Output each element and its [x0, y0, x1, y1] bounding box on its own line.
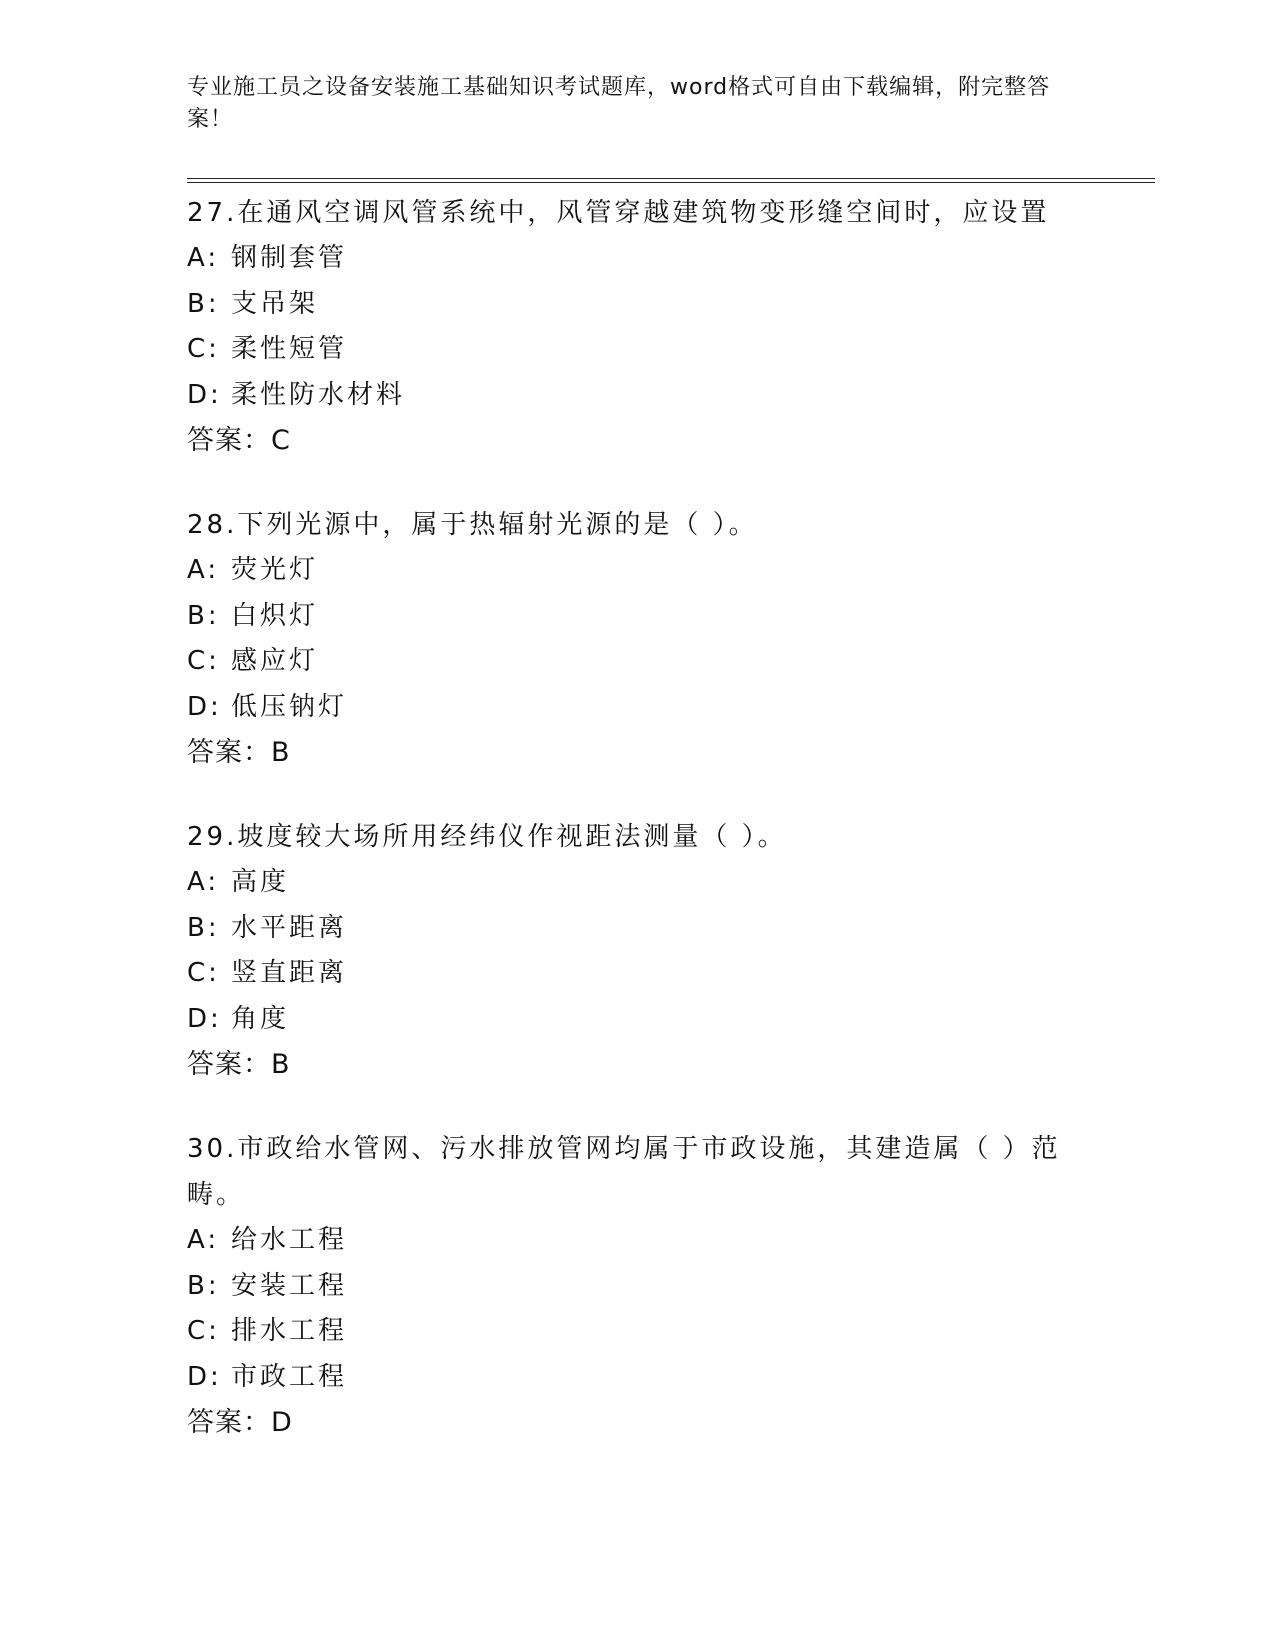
option-text: 钢制套管: [231, 243, 348, 273]
option-letter: A:: [187, 555, 220, 585]
question-29: [187, 814, 1087, 1088]
option-text: 白炽灯: [231, 600, 319, 631]
option-d: [187, 685, 1087, 731]
option-text: 低压钠灯: [231, 691, 348, 722]
option-c: [187, 639, 1087, 685]
answer-line: 答案：B: [187, 737, 291, 768]
option-text: 角度: [231, 1003, 290, 1034]
question-title: 27.在通风空调风管系统中，风管穿越建筑物变形缝空间时，应设置: [187, 198, 1050, 228]
option-a: [187, 236, 1087, 282]
option-letter: B:: [187, 1270, 220, 1301]
question-30: [187, 1126, 1087, 1446]
option-letter: B:: [187, 912, 220, 943]
answer-line: 答案：B: [187, 1049, 291, 1080]
option-letter: D:: [187, 1361, 222, 1392]
option-text: 给水工程: [231, 1225, 348, 1255]
option-a: [187, 548, 1087, 594]
document-header: 专业施工员之设备安装施工基础知识考试题库，word格式可自由下载编辑，附完整答案！: [187, 75, 1051, 132]
answer-line: 答案：C: [187, 425, 291, 456]
option-text: 排水工程: [231, 1316, 348, 1346]
option-d: [187, 997, 1087, 1043]
option-d: [187, 373, 1087, 419]
header-divider-top: [187, 178, 1155, 179]
option-text: 竖直距离: [231, 958, 348, 988]
option-d: [187, 1355, 1087, 1401]
question-title: 28.下列光源中，属于热辐射光源的是（ ）。: [187, 510, 758, 540]
option-text: 柔性短管: [231, 334, 348, 364]
option-text: 市政工程: [231, 1361, 348, 1392]
option-b: [187, 1264, 1087, 1310]
option-letter: D:: [187, 1003, 222, 1034]
option-letter: B:: [187, 288, 220, 319]
option-c: [187, 327, 1087, 373]
option-a: [187, 1218, 1087, 1264]
question-title: 30.市政给水管网、污水排放管网均属于市政设施，其建造属（ ）范畴。: [187, 1134, 1061, 1210]
option-letter: D:: [187, 691, 222, 722]
answer-line: 答案：D: [187, 1407, 293, 1438]
option-text: 高度: [231, 867, 290, 897]
header-divider-bottom: [187, 182, 1155, 183]
option-c: [187, 951, 1087, 997]
option-letter: C:: [187, 334, 220, 364]
option-letter: A:: [187, 867, 220, 897]
option-text: 支吊架: [231, 288, 319, 319]
option-letter: D:: [187, 379, 222, 410]
option-text: 安装工程: [231, 1270, 348, 1301]
question-list: [187, 190, 1087, 1484]
option-text: 感应灯: [231, 646, 319, 676]
option-b: [187, 282, 1087, 328]
question-title: 29.坡度较大场所用经纬仪作视距法测量（ ）。: [187, 822, 787, 852]
option-text: 荧光灯: [231, 555, 319, 585]
option-letter: C:: [187, 646, 220, 676]
question-27: [187, 190, 1087, 464]
option-letter: A:: [187, 243, 220, 273]
option-b: [187, 594, 1087, 640]
option-text: 水平距离: [231, 912, 348, 943]
option-letter: C:: [187, 958, 220, 988]
option-letter: B:: [187, 600, 220, 631]
question-28: [187, 502, 1087, 776]
option-text: 柔性防水材料: [231, 379, 406, 410]
option-b: [187, 906, 1087, 952]
option-c: [187, 1309, 1087, 1355]
option-a: [187, 860, 1087, 906]
option-letter: A:: [187, 1225, 220, 1255]
option-letter: C:: [187, 1316, 220, 1346]
